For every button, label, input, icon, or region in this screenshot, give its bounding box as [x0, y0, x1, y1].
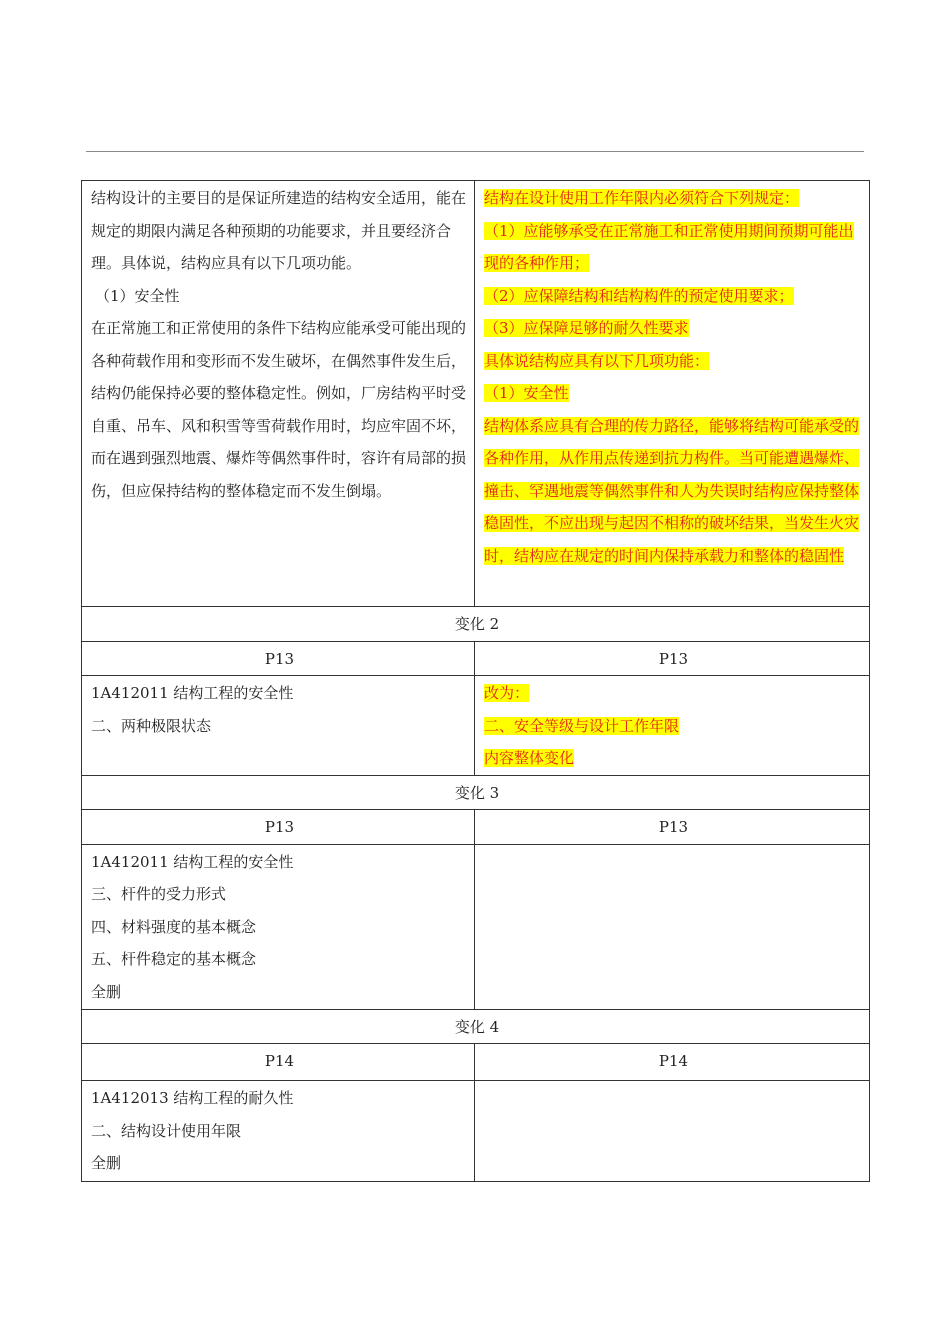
change2-left-page: P13 [82, 641, 475, 676]
section1-left-para-2: （1）安全性 [95, 286, 180, 305]
change4-left-line-1: 1A412013 结构工程的耐久性 [91, 1089, 294, 1107]
change4-label: 变化 4 [82, 1009, 870, 1044]
change2-content-row [82, 676, 870, 776]
section1-right-para-5: 具体说结构应具有以下几项功能： [484, 351, 710, 370]
change2-left-cell [82, 676, 475, 776]
change2-left-line-2: 二、两种极限状态 [91, 716, 212, 735]
change2-right-line-2: 二、安全等级与设计工作年限 [484, 716, 680, 735]
section1-left-para-1: 结构设计的主要目的是保证所建造的结构安全适用，能在规定的期限内满足各种预期的功能要求，并且要经济合理。具体说，结构应具有以下几项功能。 [91, 189, 467, 272]
change3-left-line-1: 1A412011 结构工程的安全性 [91, 852, 294, 871]
change2-page-row [82, 641, 870, 676]
change2-left-line-1: 1A412011 结构工程的安全性 [91, 684, 294, 702]
change3-right-cell [475, 844, 870, 1009]
header-rule [86, 151, 864, 152]
change4-content-row [82, 1081, 870, 1182]
change2-right-cell [475, 676, 870, 776]
section1-right-para-7: 结构体系应具有合理的传力路径，能够将结构可能承受的各种作用，从作用点传递到抗力构件。当可能遭遇爆炸、撞击、罕遇地震等偶然事件和人为失误时结构应保持整体稳固性，不应出现与起因不相称的破坏结果，当发生火灾时，结构应在规定的时间内保持承载力和整体的稳固性 [484, 416, 860, 565]
change2-header-row [82, 607, 870, 642]
change3-header-row [82, 775, 870, 810]
change3-page-row [82, 810, 870, 845]
section1-right-para-6: （1）安全性 [484, 384, 569, 402]
section1-right-para-3: （2）应保障结构和结构构件的预定使用要求； [484, 286, 794, 305]
change2-right-line-3: 内容整体变化 [484, 749, 575, 767]
section1-right-cell [475, 181, 870, 607]
section1-right-para-2: （1）应能够承受在正常施工和正常使用期间预期可能出现的各种作用； [484, 221, 854, 272]
section1-left-cell [82, 181, 475, 607]
section1-left-para-3: 在正常施工和正常使用的条件下结构应能承受可能出现的各种荷载作用和变形而不发生破坏，在偶然事件发生后，结构仍能保持必要的整体稳定性。例如，厂房结构平时受自重、吊车、风和积雪等雪荷载作用时，均应牢固不坏，而在遇到强烈地震、爆炸等偶然事件时，容许有局部的损伤，但应保持结构的整体稳定而不发生倒塌。 [91, 319, 467, 500]
change4-left-line-3: 全删 [91, 1154, 122, 1172]
change3-left-line-3: 四、材料强度的基本概念 [91, 917, 257, 936]
change2-right-line-1: 改为： [484, 684, 530, 702]
change3-left-line-5: 全删 [91, 982, 122, 1001]
change3-content-row [82, 844, 870, 1009]
change3-left-line-4: 五、杆件稳定的基本概念 [91, 950, 257, 968]
change4-right-page: P14 [475, 1044, 870, 1081]
section1-right-para-4: （3）应保障足够的耐久性要求 [484, 319, 689, 337]
change3-label: 变化 3 [82, 775, 870, 810]
change4-right-cell [475, 1081, 870, 1182]
change2-right-page: P13 [475, 641, 870, 676]
change4-page-row [82, 1044, 870, 1081]
change4-left-page: P14 [82, 1044, 475, 1081]
change3-left-page: P13 [82, 810, 475, 845]
comparison-table [81, 180, 870, 1182]
change4-left-cell [82, 1081, 475, 1182]
change3-left-cell [82, 844, 475, 1009]
change3-left-line-2: 三、杆件的受力形式 [91, 885, 227, 903]
change4-left-line-2: 二、结构设计使用年限 [91, 1121, 242, 1140]
change2-label: 变化 2 [82, 607, 870, 642]
change4-header-row [82, 1009, 870, 1044]
change3-right-page: P13 [475, 810, 870, 845]
section1-right-para-1: 结构在设计使用工作年限内必须符合下列规定： [484, 189, 800, 207]
section1-row [82, 181, 870, 607]
